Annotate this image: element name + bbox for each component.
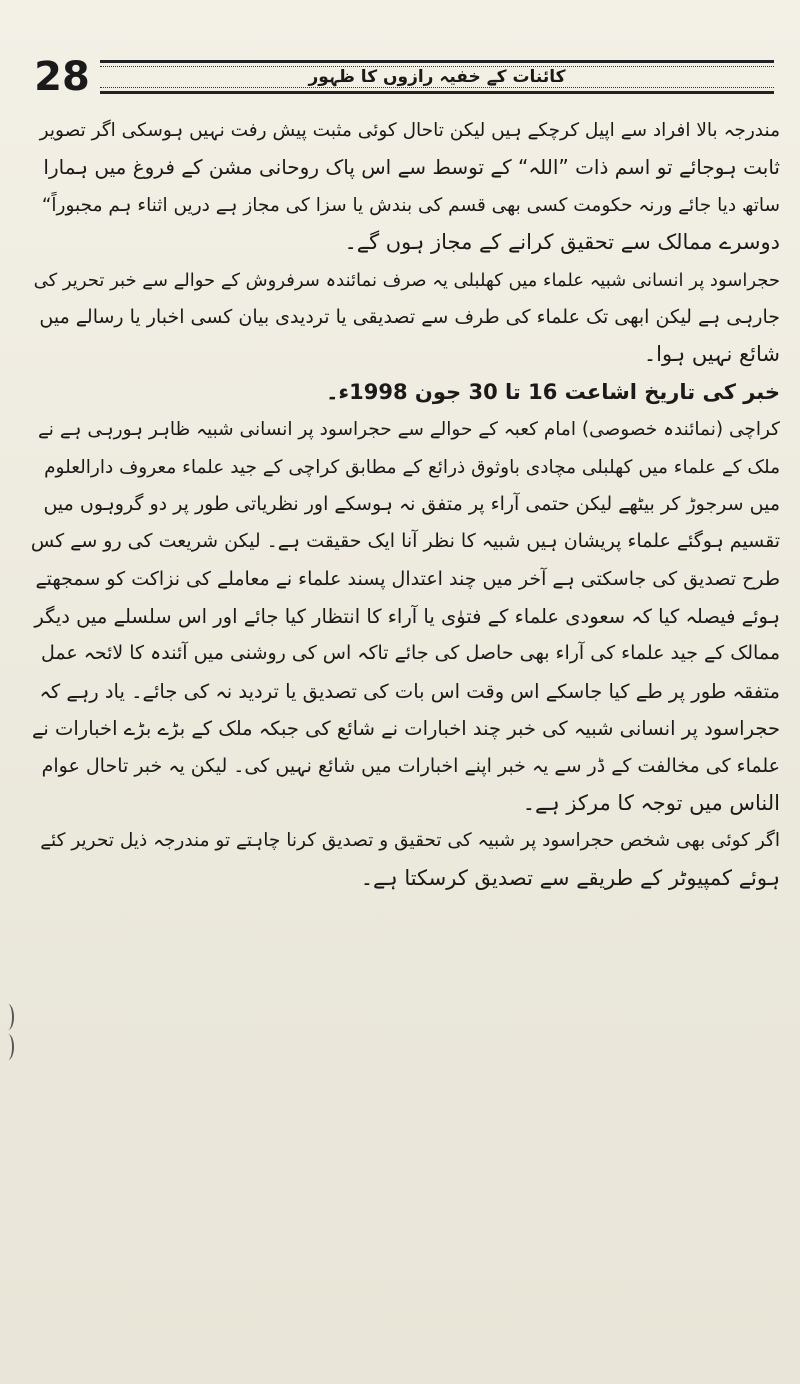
page-header (24, 52, 778, 102)
text-line: شائع نہیں ہوا۔ (643, 342, 780, 367)
text-line: ساتھ دیا جائے ورنہ حکومت کسی بھی قسم کی بندش یا سزا کی مجاز ہے دریں اثناء ہم مجبوراً“ (41, 194, 780, 216)
text-line: جارہی ہے لیکن ابھی تک علماء کی طرف سے تصدیقی یا تردیدی بیان کسی اخبار یا رسالے میں (39, 305, 780, 328)
running-header-title: کائنات کے خفیہ رازوں کا ظہور (308, 67, 566, 87)
binding-mark (2, 1004, 14, 1030)
text-line: اگر کوئی بھی شخص حجراسود پر شبیہ کی تحقیق و تصدیق کرنا چاہتے تو مندرجہ ذیل تحریر کئے (40, 830, 780, 852)
text-line: مندرجہ بالا افراد سے اپیل کرچکے ہیں لیکن تاحال کوئی مثبت پیش رفت نہیں ہوسکی اگر تصویر (39, 120, 780, 141)
text-line: دوسرے ممالک سے تحقیق کرانے کے مجاز ہوں گے۔ (344, 230, 780, 255)
text-line: ہوئے فیصلہ کیا کہ سعودی علماء کے فتوٰی یا آراء کا انتظار کیا جائے اور اس سلسلے میں دیگر (34, 605, 780, 629)
text-line: طرح تصدیق کی جاسکتی ہے آخر میں چند اعتدال پسند علماء نے معاملے کی نزاکت کو سمجھتے (35, 567, 780, 590)
text-line: حجراسود پر انسانی شبیہ علماء میں کھلبلی یہ صرف نمائندہ سرفروش کے حوالے سے خبر تحریر کی (33, 269, 780, 291)
text-line: حجراسود پر انسانی شبیہ کی خبر چند اخبارات نے شائع کی جبکہ ملک کے بڑے بڑے اخبارات نے (31, 717, 780, 741)
text-line: ممالک کے جید علماء کی آراء بھی حاصل کی جائے تاکہ اس کی روشنی میں آئندہ کا لائحہ عمل (40, 642, 780, 665)
text-line: علماء کی مخالفت کے ڈر سے یہ خبر اپنے اخبارات میں شائع نہیں کی۔ لیکن یہ خبر تاحال عوام (41, 754, 780, 777)
text-line: ثابت ہوجائے تو اسم ذات ”اللہ“ کے توسط سے اس پاک روحانی مشن کے فروغ میں ہمارا (43, 155, 780, 180)
text-line: ملک کے علماء میں کھلبلی مچادی باوثوق ذرائع کے مطابق کراچی کے جید علماء معروف دارالعلوم (44, 456, 780, 478)
running-header-frame (100, 60, 774, 94)
publication-dateline: خبر کی تاریخ اشاعت 16 تا 30 جون 1998ء۔ (326, 379, 780, 404)
text-line: میں سرجوڑ کر بیٹھے لیکن حتمی آراء پر متفق نہ ہوسکے اور نظریاتی طور پر دو گروہوں میں (43, 492, 780, 515)
body-text (30, 112, 780, 897)
binding-mark (2, 1034, 14, 1060)
text-line: متفقہ طور پر طے کیا جاسکے اس وقت اس بات کی تصدیق یا تردید نہ کی جائے۔ یاد رہے کہ (39, 679, 780, 703)
text-line: تقسیم ہوگئے علماء پریشان ہیں شبیہ کا نظر آنا ایک حقیقت ہے۔ لیکن شریعت کی رو سے کس (30, 530, 780, 553)
text-line: کراچی (نمائندہ خصوصی) امام کعبہ کے حوالے سے حجراسود پر انسانی شبیہ ظاہر ہورہی ہے نے (37, 419, 780, 441)
text-line: الناس میں توجہ کا مرکز ہے۔ (522, 791, 780, 816)
page-number: 28 (34, 54, 90, 100)
text-line: ہوئے کمپیوٹر کے طریقے سے تصدیق کرسکتا ہے۔ (360, 865, 780, 890)
